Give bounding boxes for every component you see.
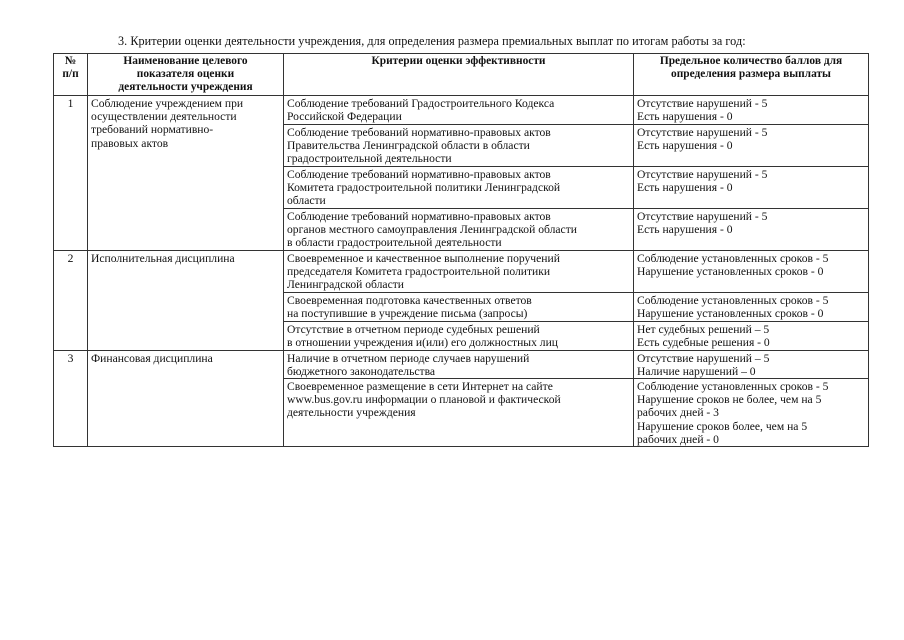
group-number: 2 (54, 250, 88, 350)
header-criteria: Критерии оценки эффективности (284, 54, 634, 96)
score-cell: Отсутствие нарушений - 5 Есть нарушения - 0 (634, 209, 869, 251)
criterion-cell: Своевременное и качественное выполнение поручений председателя Комитета градостроительной политики Ленинградской области (284, 250, 634, 292)
score-cell: Нет судебных решений – 5 Есть судебные решения - 0 (634, 321, 869, 350)
score-cell: Отсутствие нарушений - 5 Есть нарушения - 0 (634, 96, 869, 125)
score-cell: Отсутствие нарушений - 5 Есть нарушения - 0 (634, 167, 869, 209)
score-cell: Отсутствие нарушений – 5 Наличие нарушений – 0 (634, 350, 869, 378)
score-cell: Отсутствие нарушений - 5 Есть нарушения - 0 (634, 125, 869, 167)
table-row (54, 96, 869, 125)
group-number: 1 (54, 96, 88, 251)
table-row (54, 350, 869, 378)
criterion-cell: Своевременная подготовка качественных ответов на поступившие в учреждение письма (запросы) (284, 292, 634, 321)
group-indicator: Соблюдение учреждением при осуществлении деятельности требований нормативно- правовых актов (88, 96, 284, 251)
score-cell: Соблюдение установленных сроков - 5 Нарушение сроков не более, чем на 5 рабочих дней - 3 Нарушение сроков более, чем на 5 рабочих дней - 0 (634, 379, 869, 447)
group-indicator: Финансовая дисциплина (88, 350, 284, 446)
group-indicator: Исполнительная дисциплина (88, 250, 284, 350)
criterion-cell: Соблюдение требований нормативно-правовых актов органов местного самоуправления Ленинградской области в области градостроительной деятельности (284, 209, 634, 251)
criteria-table (53, 53, 869, 447)
criterion-cell: Соблюдение требований Градостроительного Кодекса Российской Федерации (284, 96, 634, 125)
criterion-cell: Соблюдение требований нормативно-правовых актов Правительства Ленинградской области в области градостроительной деятельности (284, 125, 634, 167)
header-indicator: Наименование целевого показателя оценки деятельности учреждения (88, 54, 284, 96)
criterion-cell: Соблюдение требований нормативно-правовых актов Комитета градостроительной политики Ленинградской области (284, 167, 634, 209)
table-header-row (54, 54, 869, 96)
criterion-cell: Своевременное размещение в сети Интернет на сайте www.bus.gov.ru информации о плановой и фактической деятельности учреждения (284, 379, 634, 447)
header-number: № п/п (54, 54, 88, 96)
group-number: 3 (54, 350, 88, 446)
criterion-cell: Отсутствие в отчетном периоде судебных решений в отношении учреждения и(или) его должностных лиц (284, 321, 634, 350)
criterion-cell: Наличие в отчетном периоде случаев нарушений бюджетного законодательства (284, 350, 634, 378)
page-heading: 3. Критерии оценки деятельности учреждения, для определения размера премиальных выплат по итогам работы за год: (118, 34, 746, 48)
header-max-score: Предельное количество баллов для определения размера выплаты (634, 54, 869, 96)
table-row (54, 250, 869, 292)
score-cell: Соблюдение установленных сроков - 5 Нарушение установленных сроков - 0 (634, 250, 869, 292)
score-cell: Соблюдение установленных сроков - 5 Нарушение установленных сроков - 0 (634, 292, 869, 321)
